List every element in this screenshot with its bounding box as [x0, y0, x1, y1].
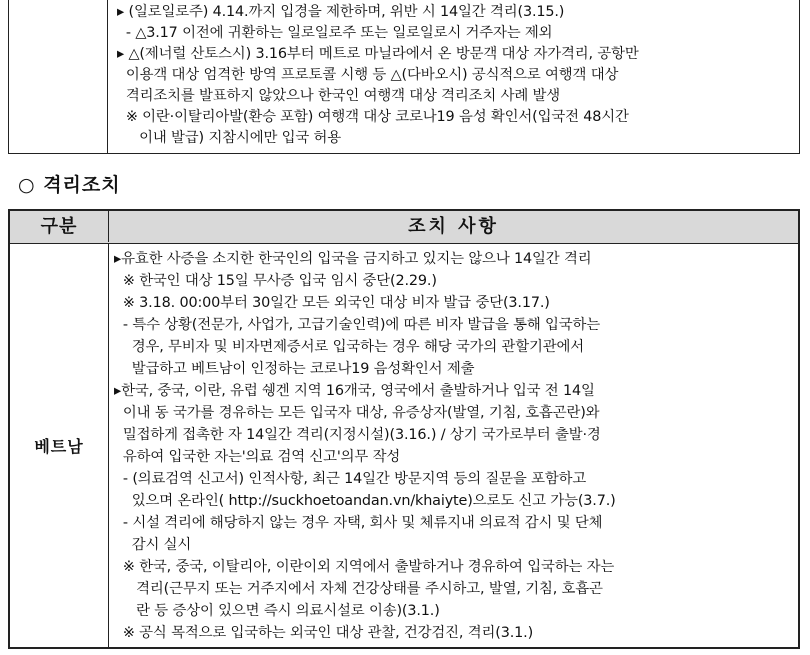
measure-line: ▸한국, 중국, 이란, 유럽 쉥겐 지역 16개국, 영국에서 출발하거나 입국 전 14일 [114, 383, 595, 399]
category-column [9, 0, 108, 153]
measure-line: 감시 실시 [114, 537, 192, 553]
measure-line: 격리(근무지 또는 거주지에서 자체 건강상태를 주시하고, 발열, 기침, 호흡곤 [114, 581, 603, 597]
section-heading: ○ 격리조치 [18, 174, 121, 196]
measure-line: 발급하고 베트남이 인정하는 코로나19 음성확인서 제출 [114, 361, 475, 377]
measure-line: ※ 한국, 중국, 이탈리아, 이란이외 지역에서 출발하거나 경유하여 입국하는 자는 [114, 559, 615, 575]
measure-line: 격리조치를 발표하지 않았으나 한국인 여행객 대상 격리조치 사례 발생 [117, 88, 561, 104]
philippines-measures-content [117, 2, 791, 149]
measure-line: ▸ (일로일로주) 4.14.까지 입경을 제한하며, 위반 시 14일간 격리(3.15.) [117, 4, 565, 20]
measure-line: - △3.17 이전에 귀환하는 일로일로주 또는 일로일로시 거주자는 제외 [117, 25, 553, 41]
measure-line: 경우, 무비자 및 비자면제증서로 입국하는 경우 해당 국가의 관할기관에서 [114, 339, 585, 355]
measure-line: 이용객 대상 엄격한 방역 프로토콜 시행 등 △(다바오시) 공식적으로 여행객 대상 [117, 67, 619, 83]
measure-line: - 시설 격리에 해당하지 않는 경우 자택, 회사 및 체류지내 의료적 감시 및 단체 [114, 515, 603, 531]
measure-line: 유하여 입국한 자는'의료 검역 신고'의무 작성 [114, 449, 401, 465]
measure-line: ▸유효한 사증을 소지한 한국인의 입국을 금지하고 있지는 않으나 14일간 격리 [114, 251, 592, 267]
measure-line: 밀접하게 접촉한 자 14일간 격리(지정시설)(3.16.) / 상기 국가로부터 출발·경 [114, 427, 601, 443]
table-header [10, 211, 798, 244]
measure-line: 이내 동 국가를 경유하는 모든 입국자 대상, 유증상자(발열, 기침, 호흡곤란)와 [114, 405, 600, 421]
country-label: 베트남 [10, 244, 109, 647]
philippines-measures-table-continuation [8, 0, 800, 154]
measure-line: 이내 발급) 지참시에만 입국 허용 [117, 130, 342, 146]
measure-line: 있으며 온라인( http://suckhoetoandan.vn/khaiyte)으로도 신고 가능(3.7.) [114, 493, 616, 509]
measure-line: ※ 3.18. 00:00부터 30일간 모든 외국인 대상 비자 발급 중단(3.17.) [114, 295, 550, 311]
measure-line: ※ 한국인 대상 15일 무사증 입국 임시 중단(2.29.) [114, 273, 437, 289]
measure-line: 란 등 증상이 있으면 즉시 의료시설로 이송)(3.1.) [114, 603, 440, 619]
measure-line: - (의료검역 신고서) 인적사항, 최근 14일간 방문지역 등의 질문을 포함하고 [114, 471, 587, 487]
measure-line: ※ 공식 목적으로 입국하는 외국인 대상 관찰, 건강검진, 격리(3.1.) [114, 625, 534, 641]
header-category: 구분 [10, 211, 109, 242]
vietnam-measures-content [114, 248, 792, 644]
measure-line: - 특수 상황(전문가, 사업가, 고급기술인력)에 따른 비자 발급을 통해 입국하는 [114, 317, 601, 333]
measure-line: ※ 이란·이탈리아발(환승 포함) 여행객 대상 코로나19 음성 확인서(입국전 48시간 [117, 109, 629, 125]
measure-line: ▸ △(제너럴 산토스시) 3.16부터 메트로 마닐라에서 온 방문객 대상 자가격리, 공항만 [117, 46, 639, 62]
quarantine-measures-table [8, 209, 800, 649]
header-measures: 조치 사항 [408, 216, 499, 237]
